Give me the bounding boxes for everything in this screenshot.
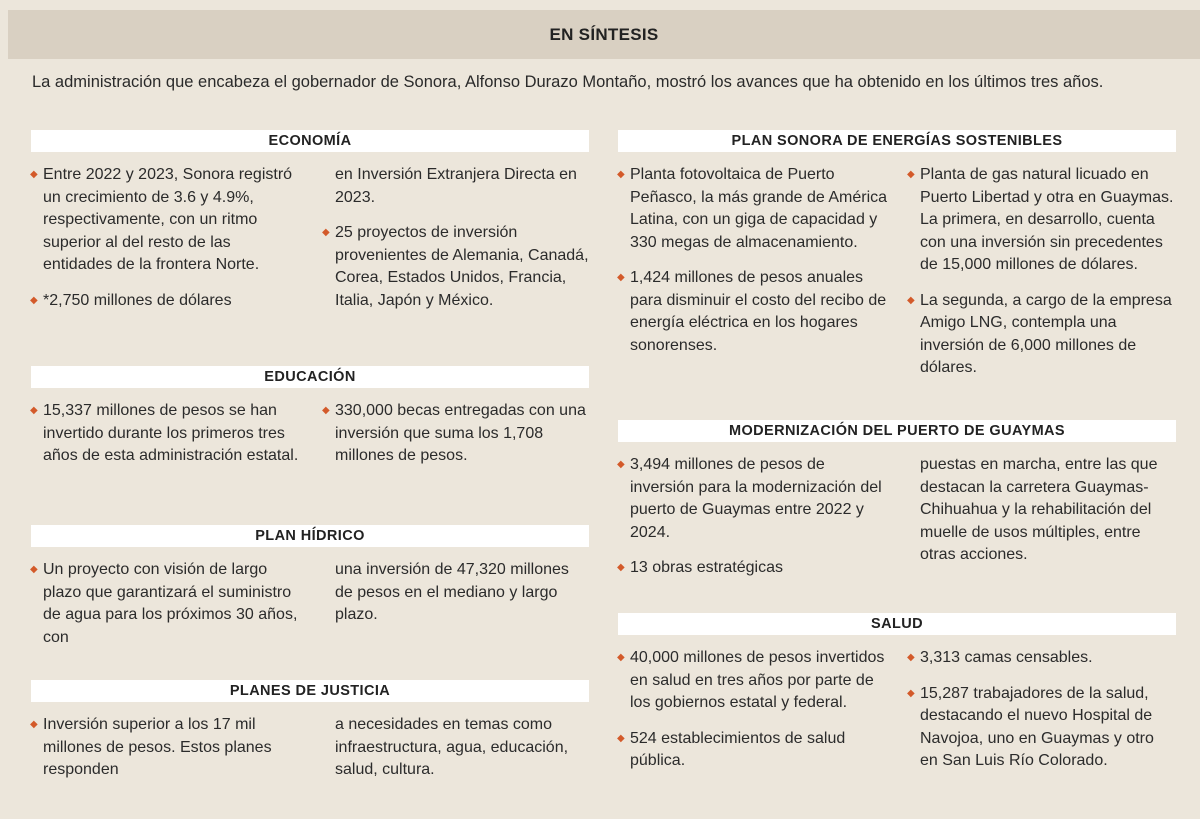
column-right: [323, 400, 589, 468]
section-title: PLAN HÍDRICO: [31, 525, 589, 547]
bullet-item: ◆ Planta fotovoltaica de Puerto Peñasco, la más grande de América Latina, con un giga de capacidad y 330 megas de almacenamiento.: [618, 164, 890, 254]
section-title: EDUCACIÓN: [31, 366, 589, 388]
bullet-item: ◆ Un proyecto con visión de largo plazo que garantizará el suministro de agua para los próximos 30 años, con: [31, 559, 299, 649]
section-title: ECONOMÍA: [31, 130, 589, 152]
bullet-item: ◆ 1,424 millones de pesos anuales para disminuir el costo del recibo de energía eléctrica en los hogares sonorenses.: [618, 267, 890, 357]
bullet-item: ◆ 15,287 trabajadores de la salud, destacando el nuevo Hospital de Navojoa, uno en Guaymas y otro en San Luis Río Colorado.: [908, 683, 1176, 773]
column-right: [908, 647, 1176, 773]
page-title: EN SÍNTESIS: [8, 10, 1200, 59]
bullet-item: ◆ *2,750 millones de dólares: [31, 290, 299, 313]
bullet-item: ◆ 40,000 millones de pesos invertidos en salud en tres años por parte de los gobiernos estatal y federal.: [618, 647, 890, 715]
section-title: PLANES DE JUSTICIA: [31, 680, 589, 702]
section-title: SALUD: [618, 613, 1176, 635]
column-right: [908, 164, 1176, 380]
bullet-item: ◆ Planta de gas natural licuado en Puerto Libertad y otra en Guaymas. La primera, en desarrollo, cuenta con una inversión sin precedentes de 15,000 millones de dólares.: [908, 164, 1176, 277]
bullet-item: ◆ Entre 2022 y 2023, Sonora registró un crecimiento de 3.6 y 4.9%, respectivamente, con un ritmo superior al del resto de las entidades de la frontera Norte.: [31, 164, 299, 277]
column-left: [618, 454, 890, 580]
continuation-text: puestas en marcha, entre las que destacan la carretera Guaymas-Chihuahua y la rehabilitación del muelle de usos múltiples, entre otras acciones.: [920, 456, 1158, 563]
section-title: MODERNIZACIÓN DEL PUERTO DE GUAYMAS: [618, 420, 1176, 442]
bullet-item: ◆ 3,494 millones de pesos de inversión para la modernización del puerto de Guaymas entre 2022 y 2024.: [618, 454, 890, 544]
column-left: [31, 714, 299, 782]
bullet-item: ◆ 25 proyectos de inversión provenientes de Alemania, Canadá, Corea, Estados Unidos, Francia, Italia, Japón y México.: [323, 222, 589, 312]
section-title: PLAN SONORA DE ENERGÍAS SOSTENIBLES: [618, 130, 1176, 152]
column-left: [31, 559, 299, 649]
column-left: [31, 400, 299, 468]
column-right: [323, 164, 589, 312]
bullet-item: ◆ La segunda, a cargo de la empresa Amigo LNG, contempla una inversión de 6,000 millones de dólares.: [908, 290, 1176, 380]
column-right: [323, 714, 589, 782]
column-right: [908, 454, 1176, 567]
bullet-item: ◆ 15,337 millones de pesos se han invertido durante los primeros tres años de esta administración estatal.: [31, 400, 299, 468]
column-left: [618, 164, 890, 357]
bullet-item: ◆ 3,313 camas censables.: [908, 647, 1176, 670]
column-left: [31, 164, 299, 312]
column-left: [618, 647, 890, 773]
continuation-text: en Inversión Extranjera Directa en 2023.: [335, 166, 577, 206]
bullet-item: ◆ 13 obras estratégicas: [618, 557, 890, 580]
intro-paragraph: La administración que encabeza el gobernador de Sonora, Alfonso Durazo Montaño, mostró los avances que ha obtenido en los últimos tres años.: [32, 73, 1104, 91]
bullet-item: ◆ Inversión superior a los 17 mil millones de pesos. Estos planes responden: [31, 714, 299, 782]
bullet-item: ◆ 330,000 becas entregadas con una inversión que suma los 1,708 millones de pesos.: [323, 400, 589, 468]
column-right: [323, 559, 589, 627]
continuation-text: a necesidades en temas como infraestructura, agua, educación, salud, cultura.: [335, 716, 569, 778]
continuation-text: una inversión de 47,320 millones de pesos en el mediano y largo plazo.: [335, 561, 569, 623]
bullet-item: ◆ 524 establecimientos de salud pública.: [618, 728, 890, 773]
